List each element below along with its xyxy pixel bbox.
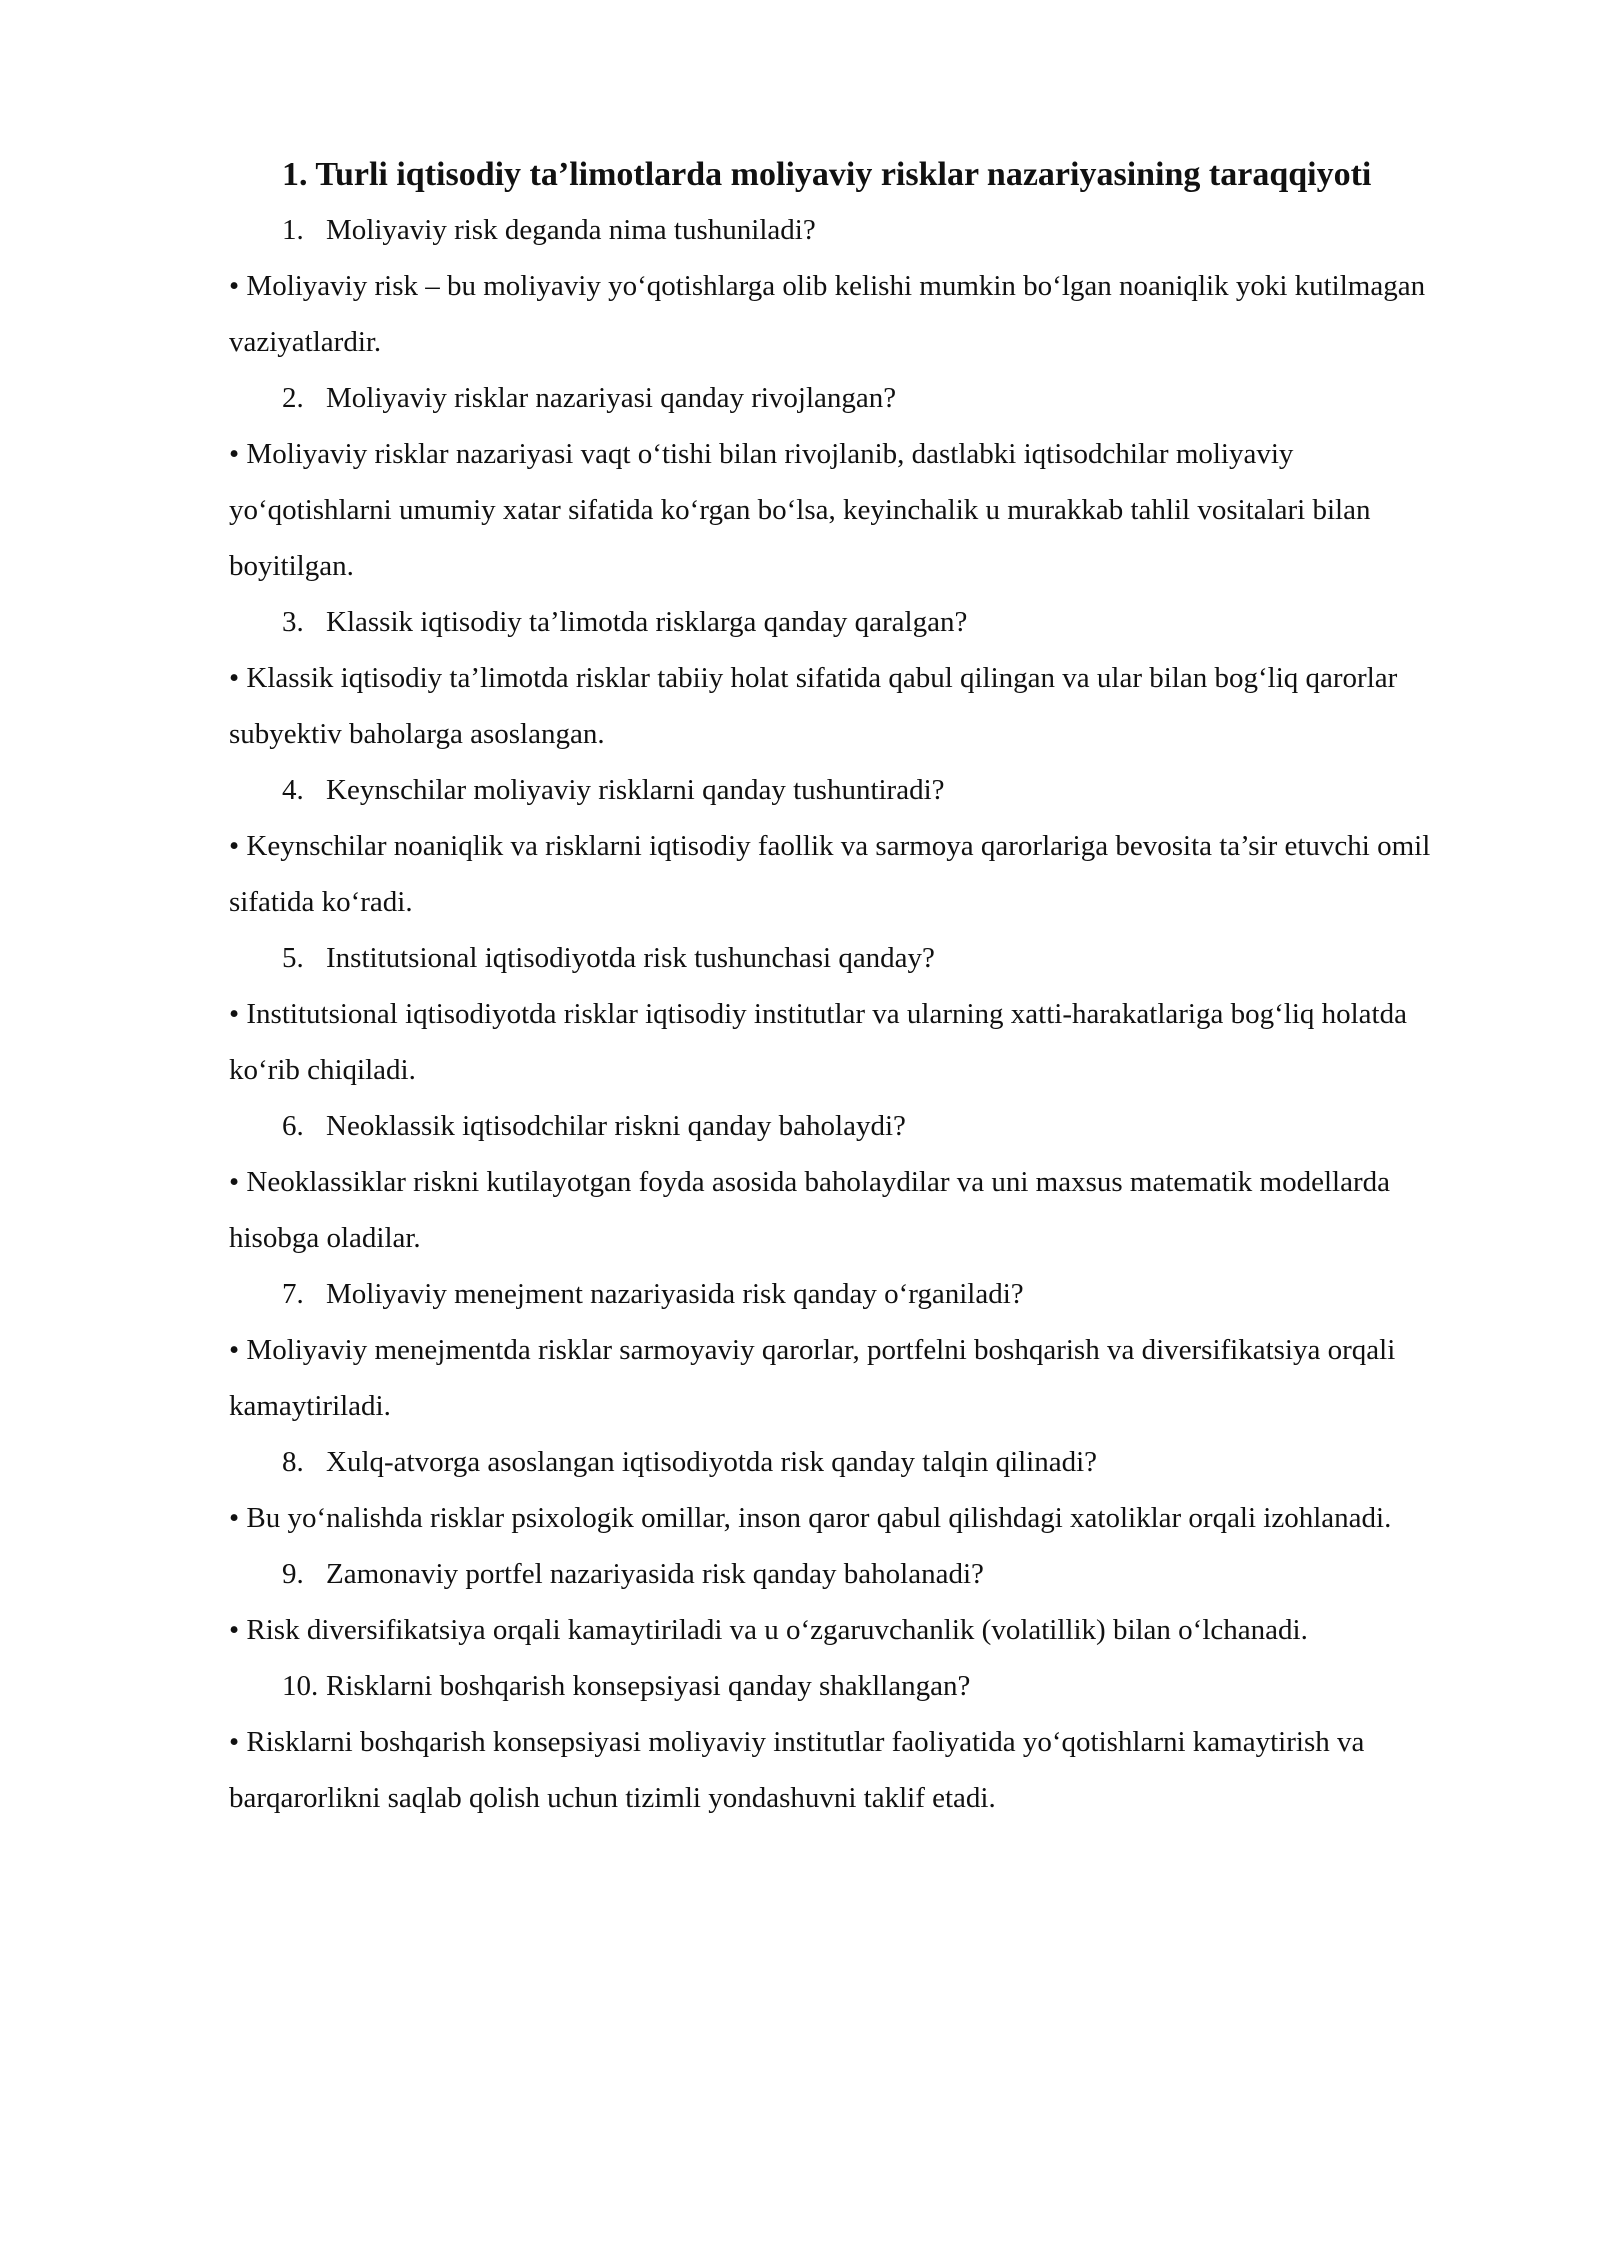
qa-item-8 (229, 1434, 1461, 1546)
question-number: 4. (282, 774, 304, 806)
qa-item-6 (229, 1098, 1461, 1266)
qa-item-2 (229, 370, 1461, 594)
question-text: Institutsional iqtisodiyotda risk tushunchasi qanday? (326, 942, 935, 974)
question (229, 202, 1461, 258)
qa-item-3 (229, 594, 1461, 762)
answer-text: • Keynschilar noaniqlik va risklarni iqtisodiy faollik va sarmoya qarorlariga bevosita ta’sir etuvchi omil sifatida ko‘radi. (229, 830, 1431, 918)
question-text: Xulq-atvorga asoslangan iqtisodiyotda risk qanday talqin qilinadi? (326, 1446, 1098, 1478)
question-text: Moliyaviy risklar nazariyasi qanday rivojlangan? (326, 382, 897, 414)
question (229, 1546, 1461, 1602)
qa-item-4 (229, 762, 1461, 930)
question (229, 594, 1461, 650)
document-title: 1. Turli iqtisodiy ta’limotlarda moliyaviy risklar nazariyasining taraqqiyoti (282, 156, 1372, 193)
qa-item-9 (229, 1546, 1461, 1658)
question-text: Keynschilar moliyaviy risklarni qanday tushuntiradi? (326, 774, 945, 806)
answer-text: • Moliyaviy risk – bu moliyaviy yo‘qotishlarga olib kelishi mumkin bo‘lgan noaniqlik yoki kutilmagan vaziyatlardir. (229, 270, 1426, 358)
qa-item-1 (229, 202, 1461, 370)
qa-item-5 (229, 930, 1461, 1098)
question-text: Moliyaviy risk deganda nima tushuniladi? (326, 214, 816, 246)
question-text: Risklarni boshqarish konsepsiyasi qanday shakllangan? (326, 1670, 971, 1702)
question-number: 7. (282, 1278, 304, 1310)
answer-text: • Neoklassiklar riskni kutilayotgan foyda asosida baholaydilar va uni maxsus matematik modellarda hisobga oladilar. (229, 1166, 1391, 1254)
question (229, 1434, 1461, 1490)
question-number: 2. (282, 382, 304, 414)
answer-text: • Moliyaviy risklar nazariyasi vaqt o‘tishi bilan rivojlanib, dastlabki iqtisodchilar moliyaviy yo‘qotishlarni umumiy xatar sifatida ko‘rgan bo‘lsa, keyinchalik u murakkab tahlil vositalari bilan boyitilgan. (229, 438, 1371, 582)
question-number: 3. (282, 606, 304, 638)
question-number: 6. (282, 1110, 304, 1142)
question (229, 930, 1461, 986)
question-text: Neoklassik iqtisodchilar riskni qanday baholaydi? (326, 1110, 906, 1142)
question (229, 762, 1461, 818)
document-body (229, 148, 1461, 1826)
question-number: 9. (282, 1558, 304, 1590)
qa-item-7 (229, 1266, 1461, 1434)
question (229, 1098, 1461, 1154)
answer-text: • Institutsional iqtisodiyotda risklar iqtisodiy institutlar va ularning xatti-harakatlariga bog‘liq holatda ko‘rib chiqiladi. (229, 998, 1407, 1086)
question (229, 1658, 1461, 1714)
answer-text: • Klassik iqtisodiy ta’limotda risklar tabiiy holat sifatida qabul qilingan va ular bilan bog‘liq qarorlar subyektiv baholarga asoslangan. (229, 662, 1398, 750)
question-text: Zamonaviy portfel nazariyasida risk qanday baholanadi? (326, 1558, 984, 1590)
answer-text: • Risklarni boshqarish konsepsiyasi moliyaviy institutlar faoliyatida yo‘qotishlarni kamaytirish va barqarorlikni saqlab qolish uchun tizimli yondashuvni taklif etadi. (229, 1726, 1365, 1814)
answer-text: • Risk diversifikatsiya orqali kamaytiriladi va u o‘zgaruvchanlik (volatillik) bilan o‘lchanadi. (229, 1614, 1308, 1646)
answer-text: • Moliyaviy menejmentda risklar sarmoyaviy qarorlar, portfelni boshqarish va diversifikatsiya orqali kamaytiriladi. (229, 1334, 1396, 1422)
qa-item-10 (229, 1658, 1461, 1826)
question-number: 5. (282, 942, 304, 974)
question-number: 8. (282, 1446, 304, 1478)
question (229, 1266, 1461, 1322)
question-text: Klassik iqtisodiy ta’limotda risklarga qanday qaralgan? (326, 606, 968, 638)
question-text: Moliyaviy menejment nazariyasida risk qanday o‘rganiladi? (326, 1278, 1024, 1310)
question-number: 10. (282, 1670, 319, 1702)
question-number: 1. (282, 214, 304, 246)
answer-text: • Bu yo‘nalishda risklar psixologik omillar, inson qaror qabul qilishdagi xatoliklar orqali izohlanadi. (229, 1502, 1392, 1534)
question (229, 370, 1461, 426)
